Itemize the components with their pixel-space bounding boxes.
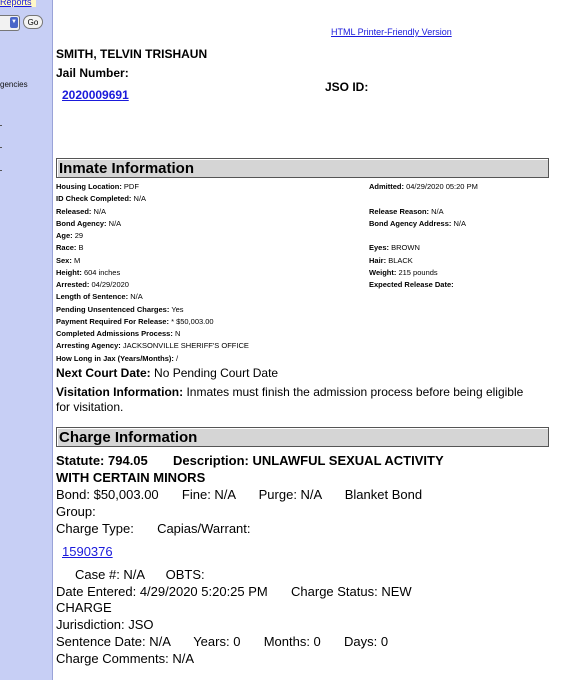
case-number-link[interactable]: 1590376: [62, 544, 113, 559]
next-court-date: [56, 366, 278, 380]
detail-label: Height:: [56, 267, 82, 277]
detail-label: Admitted:: [369, 182, 404, 191]
detail-label: Sex:: [56, 255, 72, 265]
detail-row: [56, 255, 249, 267]
detail-value: * $50,003.00: [171, 316, 214, 326]
detail-row: [56, 316, 249, 328]
detail-row: [56, 193, 249, 205]
sentence-days: Days: 0: [344, 634, 389, 649]
charge-information-header: Charge Information: [56, 427, 549, 447]
next-court-value: No Pending Court Date: [154, 366, 279, 380]
inmate-information-header: Inmate Information: [56, 158, 549, 178]
group: Group:: [56, 504, 96, 519]
bond-row: [56, 486, 422, 503]
charge-type-row: [56, 520, 251, 537]
jso-id-label: JSO ID:: [325, 80, 369, 94]
detail-value: N/A: [133, 194, 147, 204]
detail-value: 29: [74, 231, 84, 240]
sidebar: [0, 0, 53, 680]
detail-value: PDF: [123, 182, 139, 191]
detail-row: [369, 267, 478, 279]
detail-value: N/A: [453, 218, 466, 228]
sentence-months: Months: 0: [263, 634, 321, 649]
charge-status: Charge Status: NEW: [291, 584, 412, 599]
charge-description: Description: UNLAWFUL SEXUAL ACTIVITY: [173, 453, 444, 468]
date-entered: Date Entered: 4/29/2020 5:20:25 PM: [56, 584, 268, 599]
detail-value: 04/29/2020: [91, 280, 129, 289]
detail-value: N/A: [431, 206, 444, 216]
detail-row: [369, 181, 478, 193]
detail-value: 04/29/2020 05:20 PM: [406, 182, 478, 191]
fine: Fine: N/A: [181, 487, 236, 502]
detail-value: BROWN: [391, 243, 420, 253]
detail-label: Arresting Agency:: [56, 341, 121, 351]
charge-status-continued: CHARGE: [56, 600, 112, 615]
detail-label: Expected Release Date:: [369, 280, 454, 289]
detail-value: N/A: [93, 206, 107, 216]
chevron-down-icon[interactable]: ▼: [10, 17, 18, 28]
detail-row: [369, 193, 478, 205]
visitation-text-continued: for visitation.: [56, 400, 124, 414]
detail-value: 215 pounds: [398, 267, 438, 277]
detail-label: How Long in Jax (Years/Months):: [56, 353, 174, 363]
detail-value: 604 inches: [83, 267, 121, 277]
visitation-information: [56, 385, 523, 399]
main-content: [56, 0, 556, 680]
detail-row: [369, 218, 478, 230]
detail-row: [369, 279, 478, 291]
detail-label: Age:: [56, 231, 73, 240]
case-row: [75, 566, 205, 583]
detail-row: [56, 218, 249, 230]
sidebar-marker: [0, 125, 2, 126]
go-button[interactable]: Go: [23, 15, 43, 29]
detail-label: Pending Unsentenced Charges:: [56, 304, 170, 314]
visitation-label: Visitation Information:: [56, 385, 184, 399]
detail-row: [56, 353, 249, 365]
detail-label: Released:: [56, 206, 92, 216]
visitation-text: Inmates must finish the admission process before being eligible: [186, 385, 524, 399]
charge-description-continued: WITH CERTAIN MINORS: [56, 470, 206, 485]
sidebar-agencies-link[interactable]: gencies: [0, 80, 28, 89]
detail-row: [56, 267, 249, 279]
detail-label: Arrested:: [56, 280, 90, 289]
detail-value: N/A: [130, 292, 143, 302]
sidebar-marker: [0, 147, 2, 148]
obts: OBTS:: [165, 567, 205, 582]
detail-value: B: [78, 243, 84, 253]
detail-row: [56, 242, 249, 254]
jail-number-label: Jail Number:: [56, 66, 129, 80]
case-number: Case #: N/A: [75, 567, 145, 582]
detail-label: Bond Agency:: [56, 218, 107, 228]
detail-row: [56, 304, 249, 316]
next-court-label: Next Court Date:: [56, 366, 151, 380]
detail-label: Weight:: [369, 267, 397, 277]
detail-value: BLACK: [388, 255, 413, 265]
inmate-details-left: [56, 181, 249, 365]
detail-label: Eyes:: [369, 243, 390, 253]
detail-label: ID Check Completed:: [56, 194, 132, 204]
sentence-date: Sentence Date: N/A: [56, 634, 171, 649]
detail-label: Bond Agency Address:: [369, 218, 452, 228]
detail-row: [369, 242, 478, 254]
charge-comments: Charge Comments: N/A: [56, 651, 194, 666]
detail-value: /: [176, 353, 179, 363]
statute: Statute: 794.05: [56, 453, 148, 468]
reports-link[interactable]: Reports: [0, 0, 36, 7]
detail-label: Race:: [56, 243, 77, 253]
detail-row: [56, 328, 249, 340]
detail-label: Completed Admissions Process:: [56, 329, 173, 338]
detail-label: Length of Sentence:: [56, 292, 129, 302]
detail-label: Release Reason:: [369, 206, 430, 216]
detail-row: [56, 230, 249, 242]
detail-row: [56, 291, 249, 303]
detail-row: [56, 279, 249, 291]
statute-description: [56, 452, 444, 469]
purge: Purge: N/A: [258, 487, 322, 502]
detail-label: Hair:: [369, 255, 387, 265]
inmate-name: SMITH, TELVIN TRISHAUN: [56, 47, 208, 61]
detail-row: [369, 206, 478, 218]
detail-row: [56, 206, 249, 218]
sentence-row: [56, 633, 388, 650]
detail-row: [56, 340, 249, 352]
date-entered-row: [56, 583, 412, 600]
charge-type: Charge Type:: [56, 521, 134, 536]
blanket-bond: Blanket Bond: [344, 487, 423, 502]
detail-value: JACKSONVILLE SHERIFF'S OFFICE: [122, 341, 249, 351]
sentence-years: Years: 0: [193, 634, 241, 649]
sidebar-marker: [0, 170, 2, 171]
printer-friendly-link[interactable]: HTML Printer-Friendly Version: [331, 27, 452, 37]
detail-row: [56, 181, 249, 193]
detail-value: N: [174, 329, 181, 338]
detail-label: Housing Location:: [56, 182, 122, 191]
detail-value: N/A: [108, 218, 122, 228]
jail-number-link[interactable]: 2020009691: [62, 88, 129, 102]
inmate-details-right: [369, 181, 478, 291]
detail-row: [369, 230, 478, 242]
jurisdiction: Jurisdiction: JSO: [56, 617, 154, 632]
capias-warrant: Capias/Warrant:: [157, 521, 251, 536]
detail-value: Yes: [171, 304, 184, 314]
bond-amount: Bond: $50,003.00: [56, 487, 159, 502]
search-type-select[interactable]: [0, 15, 20, 31]
detail-label: Payment Required For Release:: [56, 316, 169, 326]
detail-value: M: [73, 255, 81, 265]
detail-row: [369, 255, 478, 267]
